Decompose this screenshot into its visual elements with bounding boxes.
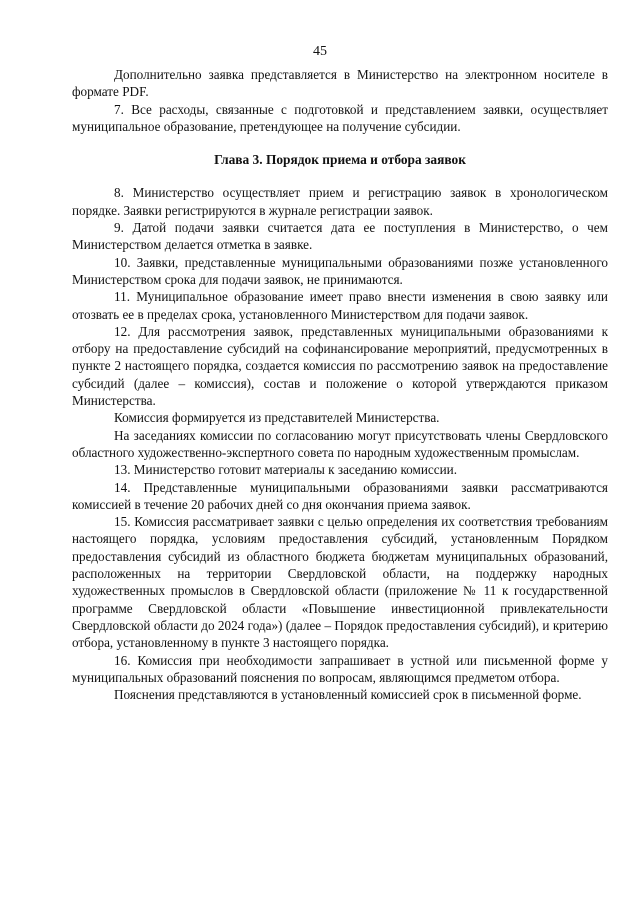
paragraph-7-expenses: 7. Все расходы, связанные с подготовкой и представлением заявки, осуществляет муниципальное образование, претендующее на получение субсидии. <box>72 101 608 134</box>
page-number: 45 <box>313 44 327 59</box>
paragraph-9-submission-date: 9. Датой подачи заявки считается дата ее поступления в Министерство, о чем Министерством делается отметка в заявке. <box>72 220 608 253</box>
paragraph-13-materials: 13. Министерство готовит материалы к заседанию комиссии. <box>114 462 458 478</box>
paragraph-16-clarifications: 16. Комиссия при необходимости запрашивает в устной или письменной форме у муниципальных образований пояснения по вопросам, являющимся предметом отбора. <box>72 652 608 685</box>
paragraph-commission-composition: Комиссия формируется из представителей Министерства. <box>114 410 440 426</box>
paragraph-10-late-applications: 10. Заявки, представленные муниципальными образованиями позже установленного Министерством срока для подачи заявок, не принимаются. <box>72 254 608 287</box>
paragraph-8-registration: 8. Министерство осуществляет прием и регистрацию заявок в хронологическом порядке. Заявки регистрируются в журнале регистрации заявок. <box>72 185 608 218</box>
document-body <box>72 66 608 703</box>
paragraph-12-commission: 12. Для рассмотрения заявок, представленных муниципальными образованиями к отбору на предоставление субсидий на софинансирование мероприятий, предусмотренных в пункте 2 настоящего порядка, создается комиссия по рассмотрению заявок на предоставление субсидий (далее – комиссия), состав и положение о которой утверждаются приказом Министерства. <box>72 323 608 409</box>
paragraph-clarifications-deadline: Пояснения представляются в установленный комиссией срок в письменной форме. <box>114 687 582 703</box>
paragraph-14-review-period: 14. Представленные муниципальными образованиями заявки рассматриваются комиссией в течение 20 рабочих дней со дня окончания приема заявок. <box>72 479 608 512</box>
paragraph-pdf-format: Дополнительно заявка представляется в Министерство на электронном носителе в формате PDF. <box>72 67 608 100</box>
paragraph-11-changes: 11. Муниципальное образование имеет право внести изменения в свою заявку или отозвать ее в пределах срока, установленного Министерством для подачи заявок. <box>72 289 608 322</box>
paragraph-15-review-criteria: 15. Комиссия рассматривает заявки с целью определения их соответствия требованиям настоящего порядка, условиям предоставления субсидий, установленным Порядком предоставления субсидий из областного бюджета бюджетам муниципальных образований, расположенных на территории Свердловской области, на поддержку народных художественных промыслов в Свердловской области (приложение № 11 к государственной программе Свердловской области «Повышение инвестиционной привлекательности Свердловской области до 2024 года») (далее – Порядок предоставления субсидий), и критерию отбора, установленному в пункте 3 настоящего порядка. <box>72 514 608 651</box>
chapter-title: Глава 3. Порядок приема и отбора заявок <box>214 152 466 168</box>
paragraph-commission-meetings: На заседаниях комиссии по согласованию могут присутствовать члены Свердловского областного художественно-экспертного совета по народным художественным промыслам. <box>72 427 608 460</box>
